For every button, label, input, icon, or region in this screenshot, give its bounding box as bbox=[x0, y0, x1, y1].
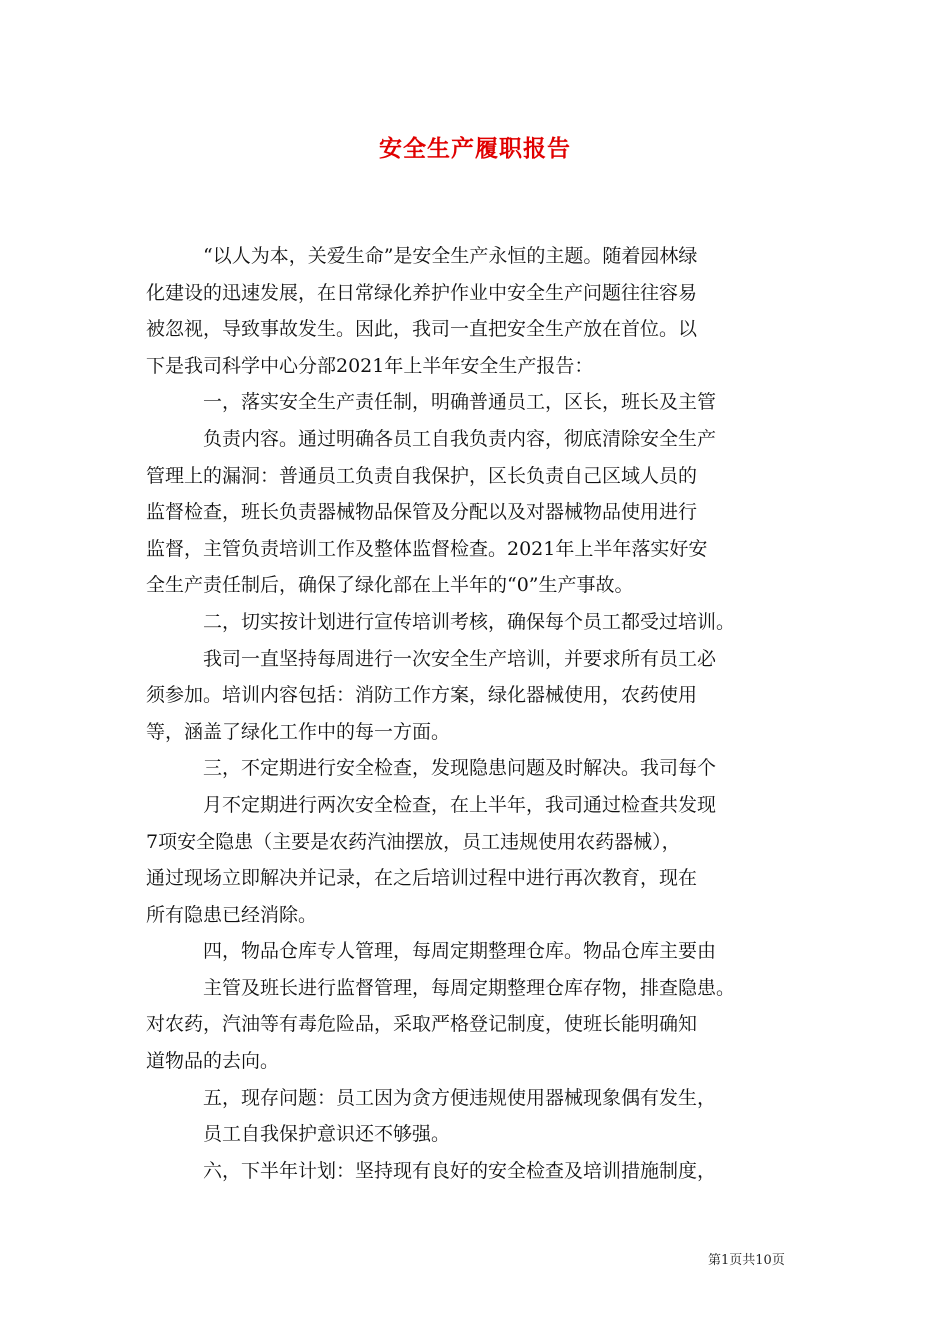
paragraph-line: 主管及班长进行监督管理，每周定期整理仓库存物，排查隐患。 bbox=[203, 976, 736, 999]
paragraph-line: 管理上的漏洞：普通员工负责自我保护，区长负责自己区域人员的 bbox=[146, 464, 698, 487]
paragraph-line: 等，涵盖了绿化工作中的每一方面。 bbox=[146, 720, 451, 743]
paragraph-line: 四，物品仓库专人管理，每周定期整理仓库。物品仓库主要由 bbox=[203, 940, 717, 963]
paragraph-line: 负责内容。通过明确各员工自我负责内容，彻底清除安全生产 bbox=[203, 427, 717, 450]
paragraph-line: 对农药，汽油等有毒危险品，采取严格登记制度，使班长能明确知 bbox=[146, 1013, 698, 1036]
paragraph-line: “以人为本，关爱生命”是安全生产永恒的主题。随着园林绿 bbox=[203, 245, 698, 267]
paragraph-line: 所有隐患已经消除。 bbox=[146, 903, 318, 926]
paragraph-line: 道物品的去向。 bbox=[146, 1050, 280, 1073]
page-number-footer: 第1页共10页 bbox=[708, 1253, 785, 1268]
paragraph-line: 监督，主管负责培训工作及整体监督检查。2021年上半年落实好安 bbox=[146, 537, 708, 560]
paragraph-line: 化建设的迅速发展，在日常绿化养护作业中安全生产问题往往容易 bbox=[146, 281, 698, 304]
paragraph-line: 二，切实按计划进行宣传培训考核，确保每个员工都受过培训。 bbox=[203, 610, 736, 633]
paragraph-line: 全生产责任制后，确保了绿化部在上半年的“0”生产事故。 bbox=[146, 574, 634, 597]
document-title: 安全生产履职报告 bbox=[379, 135, 571, 162]
paragraph-line: 月不定期进行两次安全检查，在上半年，我司通过检查共发现 bbox=[203, 793, 717, 816]
paragraph-line: 须参加。培训内容包括：消防工作方案，绿化器械使用，农药使用 bbox=[146, 684, 698, 707]
paragraph-line: 我司一直坚持每周进行一次安全生产培训，并要求所有员工必 bbox=[203, 647, 717, 670]
paragraph-line: 下是我司科学中心分部2021年上半年安全生产报告： bbox=[146, 354, 594, 377]
paragraph-line: 六，下半年计划：坚持现有良好的安全检查及培训措施制度， bbox=[203, 1159, 717, 1182]
paragraph-line: 五，现存问题：员工因为贪方便违规使用器械现象偶有发生， bbox=[203, 1086, 717, 1109]
paragraph-line: 员工自我保护意识还不够强。 bbox=[203, 1123, 451, 1146]
paragraph-line: 监督检查，班长负责器械物品保管及分配以及对器械物品使用进行 bbox=[146, 501, 698, 524]
paragraph-line: 一，落实安全生产责任制，明确普通员工，区长，班长及主管 bbox=[203, 391, 717, 414]
paragraph-line: 被忽视，导致事故发生。因此，我司一直把安全生产放在首位。以 bbox=[146, 318, 698, 341]
document-body bbox=[146, 238, 826, 1189]
paragraph-line: 通过现场立即解决并记录，在之后培训过程中进行再次教育，现在 bbox=[146, 867, 698, 890]
paragraph-line: 7项安全隐患（主要是农药汽油摆放，员工违规使用农药器械）， bbox=[146, 830, 681, 853]
paragraph-line: 三，不定期进行安全检查，发现隐患问题及时解决。我司每个 bbox=[203, 757, 717, 780]
